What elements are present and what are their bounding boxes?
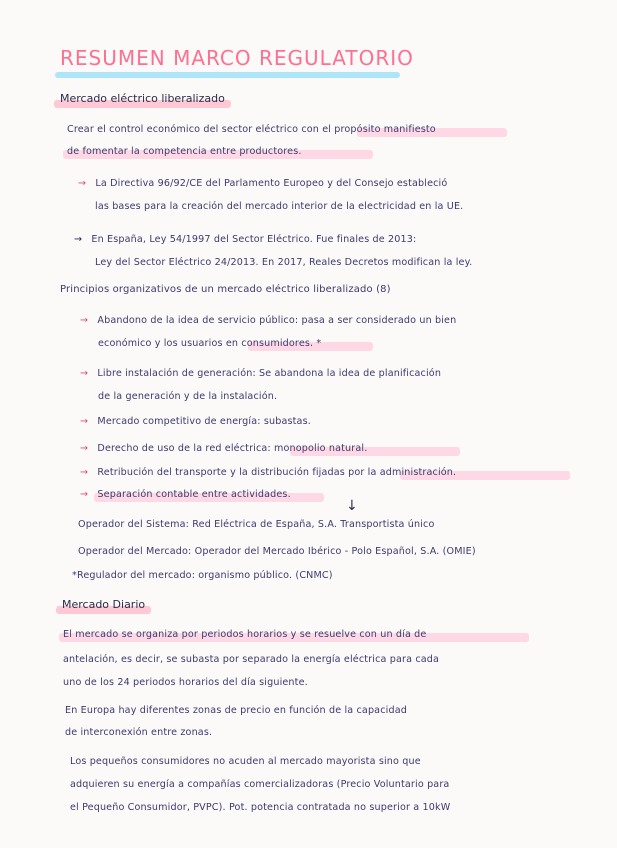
arrow-right-icon: →	[80, 443, 89, 454]
principle-item-2-cont: de la generación y de la instalación.	[98, 391, 278, 402]
intro-line-1: Crear el control económico del sector eléctrico con el propósito manifiesto	[67, 124, 436, 135]
point-item-directiva: → La Directiva 96/92/CE del Parlamento Europeo y del Consejo estableció	[78, 178, 448, 189]
section-heading-mercado-liberalizado	[60, 92, 225, 105]
principle-item-2: → Libre instalación de generación: Se abandona la idea de planificación	[80, 368, 442, 379]
principle-item-5: → Retribución del transporte y la distribución fijadas por la administración.	[80, 467, 456, 478]
diario-paragraph-3-line-3: el Pequeño Consumidor, PVPC). Pot. potencia contratada no superior a 10kW	[70, 802, 451, 813]
principles-heading: Principios organizativos de un mercado eléctrico liberalizado (8)	[60, 284, 391, 295]
diario-paragraph-3-line-2: adquieren su energía a compañías comercializadoras (Precio Voluntario para	[70, 779, 450, 790]
diario-paragraph-1-line-3: uno de los 24 periodos horarios del día siguiente.	[63, 677, 308, 688]
principle-item-4: → Derecho de uso de la red eléctrica: monopolio natural.	[80, 443, 367, 454]
arrow-right-icon: →	[74, 234, 83, 245]
principle-item-6: → Separación contable entre actividades.	[80, 489, 291, 500]
arrow-right-icon: →	[80, 315, 89, 326]
title-highlight	[55, 72, 400, 78]
point-item-espana-cont: Ley del Sector Eléctrico 24/2013. En 2017, Reales Decretos modifican la ley.	[95, 257, 473, 268]
intro-line-2: de fomentar la competencia entre productores.	[67, 146, 302, 157]
arrow-right-icon: →	[80, 489, 89, 500]
arrow-right-icon: →	[80, 368, 89, 379]
arrow-right-icon: →	[80, 416, 89, 427]
diario-paragraph-3-line-1: Los pequeños consumidores no acuden al mercado mayorista sino que	[70, 756, 421, 767]
operator-line-sistema: Operador del Sistema: Red Eléctrica de España, S.A. Transportista único	[78, 519, 435, 530]
diario-paragraph-2-line-1: En Europa hay diferentes zonas de precio en función de la capacidad	[65, 705, 407, 716]
page-title: RESUMEN MARCO REGULATORIO	[60, 46, 414, 70]
operator-line-regulador: *Regulador del mercado: organismo público. (CNMC)	[72, 570, 333, 581]
section-heading-text: Mercado eléctrico liberalizado	[60, 92, 225, 105]
point-item-espana: → En España, Ley 54/1997 del Sector Eléctrico. Fue finales de 2013:	[74, 234, 417, 245]
diario-paragraph-1-line-2: antelación, es decir, se subasta por separado la energía eléctrica para cada	[63, 654, 440, 665]
down-arrow-icon: ↓	[346, 498, 358, 514]
principle-item-1: → Abandono de la idea de servicio público: pasa a ser considerado un bien	[80, 315, 457, 326]
principle-item-1-cont: económico y los usuarios en consumidores. *	[98, 338, 321, 349]
operator-line-mercado: Operador del Mercado: Operador del Mercado Ibérico - Polo Español, S.A. (OMIE)	[78, 546, 476, 557]
diario-paragraph-2-line-2: de interconexión entre zonas.	[65, 727, 213, 738]
arrow-right-icon: →	[78, 178, 87, 189]
point-item-directiva-cont: las bases para la creación del mercado interior de la electricidad en la UE.	[95, 201, 464, 212]
diario-paragraph-1-line-1: El mercado se organiza por periodos horarios y se resuelve con un día de	[63, 629, 426, 640]
section-heading-mercado-diario	[62, 598, 145, 611]
arrow-right-icon: →	[80, 467, 89, 478]
section-heading-text: Mercado Diario	[62, 598, 146, 611]
principle-item-3: → Mercado competitivo de energía: subastas.	[80, 416, 311, 427]
